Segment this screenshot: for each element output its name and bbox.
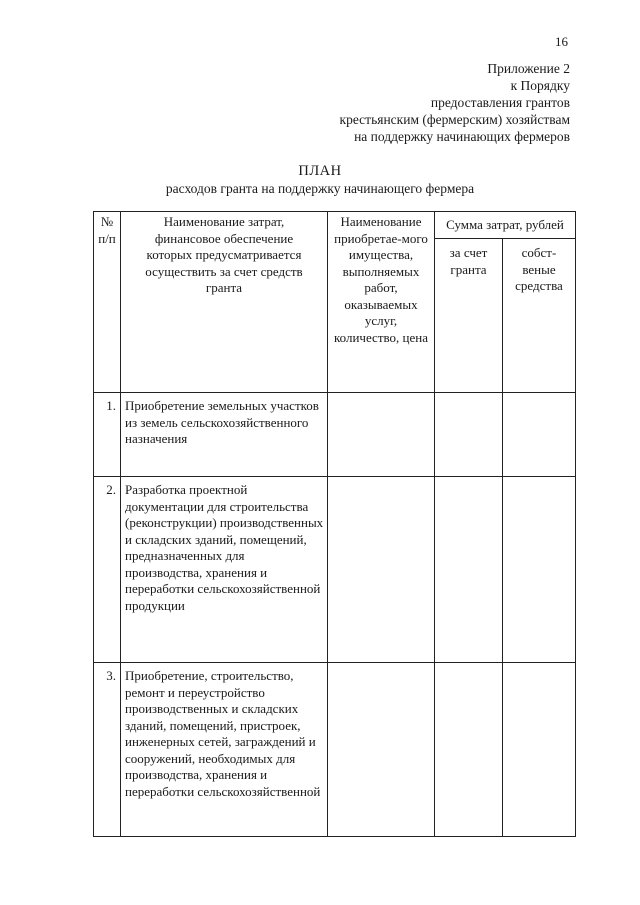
header-sum-own: собст-веные средства [503, 239, 576, 393]
table-row [94, 663, 576, 837]
row-number: 1. [94, 393, 121, 477]
appendix-line: Приложение 2 [487, 61, 570, 76]
header-sum-grant: за счет гранта [435, 239, 503, 393]
row-expense-name: Приобретение, строительство, ремонт и переустройство производственных и складских зданий, помещений, пристроек, инженерных сетей, заграждений и сооружений, необходимых для производства, хранения и переработки сельскохозяйственной [121, 663, 328, 837]
row-own-cell [503, 663, 576, 837]
document-subtitle: расходов гранта на поддержку начинающего фермера [165, 181, 475, 196]
appendix-line: к Порядку [510, 78, 570, 93]
row-item-cell [328, 663, 435, 837]
row-number: 2. [94, 477, 121, 663]
appendix-line: на поддержку начинающих фермеров [354, 129, 570, 144]
document-title: ПЛАН [298, 163, 342, 179]
table-row [94, 477, 576, 663]
row-grant-cell [435, 393, 503, 477]
row-own-cell [503, 393, 576, 477]
row-expense-name: Разработка проектной документации для строительства (реконструкции) производственных и складских зданий, помещений, предназначенных для производства, хранения и переработки сельскохозяйственной продукции [121, 477, 328, 663]
row-item-cell [328, 477, 435, 663]
appendix-line: крестьянским (фермерским) хозяйствам [339, 112, 570, 127]
header-expense-name: Наименование затрат, финансовое обеспечение которых предусматривается осуществить за счет средств гранта [121, 212, 328, 393]
header-num: № п/п [94, 212, 121, 393]
row-grant-cell [435, 477, 503, 663]
row-item-cell [328, 393, 435, 477]
row-own-cell [503, 477, 576, 663]
appendix-line: предоставления грантов [430, 95, 570, 110]
header-sum-group: Сумма затрат, рублей [435, 212, 576, 239]
row-grant-cell [435, 663, 503, 837]
row-expense-name: Приобретение земельных участков из земель сельскохозяйственного назначения [121, 393, 328, 477]
table-row [94, 393, 576, 477]
row-number: 3. [94, 663, 121, 837]
appendix-block [250, 60, 570, 145]
header-item-name: Наименование приобретае-мого имущества, выполняемых работ, оказываемых услуг, количество, цена [328, 212, 435, 393]
page-number: 16 [555, 34, 568, 49]
expense-plan-table [93, 211, 576, 837]
